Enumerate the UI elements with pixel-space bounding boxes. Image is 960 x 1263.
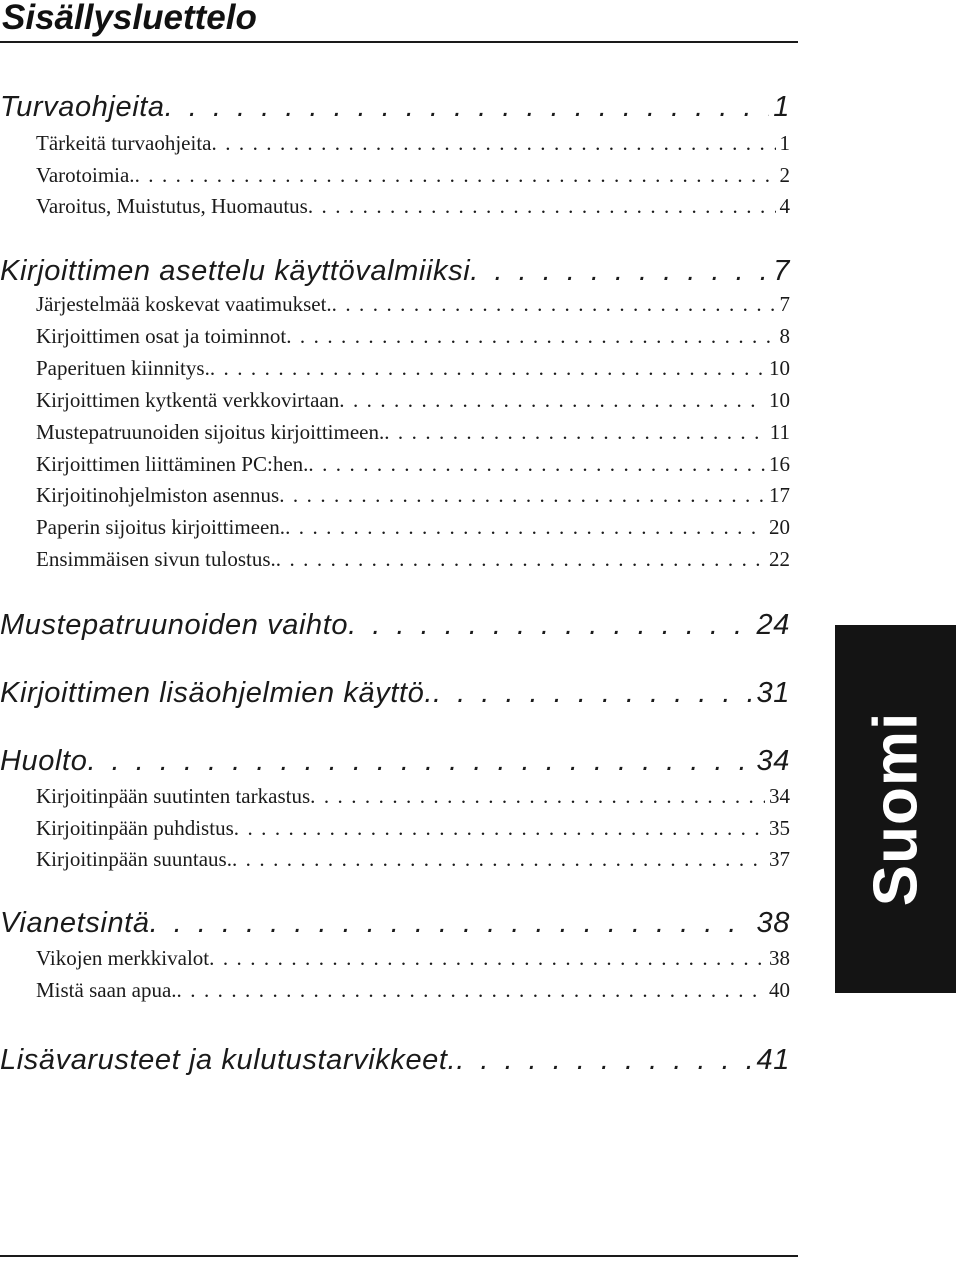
dot-leader bbox=[332, 291, 776, 317]
toc-page-number: 38 bbox=[769, 946, 790, 970]
toc-item[interactable] bbox=[36, 130, 790, 156]
toc-item[interactable] bbox=[36, 291, 790, 317]
toc-item-title: Mustepatruunoiden sijoitus kirjoittimeen. bbox=[36, 420, 385, 444]
toc-page-number: 40 bbox=[769, 978, 790, 1002]
dot-leader bbox=[433, 676, 753, 710]
toc-page-number: 35 bbox=[769, 816, 790, 840]
toc-section-vianetsinta[interactable] bbox=[0, 906, 790, 940]
dot-leader bbox=[212, 130, 776, 156]
toc-page-number: 2 bbox=[779, 163, 790, 187]
dot-leader bbox=[165, 90, 770, 124]
toc-item[interactable] bbox=[36, 977, 790, 1003]
toc-item[interactable] bbox=[36, 355, 790, 381]
dot-leader bbox=[285, 514, 765, 540]
toc-item-title: Paperin sijoitus kirjoittimeen. bbox=[36, 515, 286, 539]
language-tab bbox=[835, 625, 956, 993]
toc-item-title: Kirjoitinpään suutinten tarkastus bbox=[36, 784, 311, 808]
dot-leader bbox=[308, 451, 765, 477]
toc-item[interactable] bbox=[36, 815, 790, 841]
dot-leader bbox=[234, 815, 765, 841]
bottom-divider bbox=[0, 1255, 798, 1257]
toc-item-title: Paperituen kiinnitys. bbox=[36, 356, 210, 380]
toc-item[interactable] bbox=[36, 387, 790, 413]
toc-page-number: 17 bbox=[769, 483, 790, 507]
toc-page-number: 11 bbox=[769, 420, 790, 444]
toc-section-title: Kirjoittimen lisäohjelmien käyttö. bbox=[0, 677, 434, 709]
toc-item[interactable] bbox=[36, 546, 790, 572]
dot-leader bbox=[348, 608, 752, 642]
toc-item-title: Kirjoitinohjelmiston asennus bbox=[36, 483, 280, 507]
toc-section-huolto[interactable] bbox=[0, 744, 790, 778]
toc-item[interactable] bbox=[36, 514, 790, 540]
toc-page-number: 7 bbox=[773, 255, 790, 287]
dot-leader bbox=[384, 419, 766, 445]
toc-item-title: Kirjoitinpään suuntaus. bbox=[36, 847, 232, 871]
toc-page-number: 31 bbox=[756, 677, 790, 709]
toc-page-number: 10 bbox=[769, 388, 790, 412]
dot-leader bbox=[308, 193, 776, 219]
toc-item[interactable] bbox=[36, 323, 790, 349]
toc-item-title: Varotoimia. bbox=[36, 163, 135, 187]
dot-leader bbox=[470, 254, 769, 288]
toc-page-number: 34 bbox=[756, 745, 790, 777]
toc-page-number: 8 bbox=[779, 324, 790, 348]
toc-page-number: 10 bbox=[769, 356, 790, 380]
toc-page-number: 41 bbox=[756, 1044, 790, 1076]
toc-section-title: Huolto bbox=[0, 745, 88, 777]
dot-leader bbox=[456, 1043, 752, 1077]
dot-leader bbox=[135, 162, 776, 188]
dot-leader bbox=[210, 355, 765, 381]
toc-section-lisaohjelmien-kaytto[interactable] bbox=[0, 676, 790, 710]
toc-item[interactable] bbox=[36, 783, 790, 809]
toc-page-number: 7 bbox=[779, 292, 790, 316]
toc-item-title: Tärkeitä turvaohjeita bbox=[36, 131, 212, 155]
dot-leader bbox=[310, 783, 765, 809]
dot-leader bbox=[339, 387, 765, 413]
toc-item[interactable] bbox=[36, 945, 790, 971]
dot-leader bbox=[87, 744, 752, 778]
toc-page-number: 16 bbox=[769, 452, 790, 476]
dot-leader bbox=[279, 482, 765, 508]
toc-page-number: 34 bbox=[769, 784, 790, 808]
dot-leader bbox=[276, 546, 765, 572]
toc-item[interactable] bbox=[36, 482, 790, 508]
toc-page-number: 22 bbox=[769, 547, 790, 571]
dot-leader bbox=[232, 846, 765, 872]
toc-section-mustepatruunoiden-vaihto[interactable] bbox=[0, 608, 790, 642]
toc-section-turvaohjeita[interactable] bbox=[0, 90, 790, 124]
toc-page-number: 1 bbox=[773, 91, 790, 123]
dot-leader bbox=[150, 906, 753, 940]
toc-item-title: Ensimmäisen sivun tulostus. bbox=[36, 547, 276, 571]
toc-item-title: Vikojen merkkivalot bbox=[36, 946, 210, 970]
toc-item[interactable] bbox=[36, 846, 790, 872]
language-tab-label: Suomi bbox=[861, 711, 930, 907]
toc-page-number: 37 bbox=[769, 847, 790, 871]
toc-item-title: Kirjoitinpään puhdistus bbox=[36, 816, 234, 840]
dot-leader bbox=[177, 977, 765, 1003]
toc-item-title: Järjestelmää koskevat vaatimukset. bbox=[36, 292, 332, 316]
toc-item[interactable] bbox=[36, 162, 790, 188]
toc-page-number: 38 bbox=[756, 907, 790, 939]
toc-item[interactable] bbox=[36, 419, 790, 445]
toc-page-number: 4 bbox=[779, 194, 790, 218]
toc-item[interactable] bbox=[36, 451, 790, 477]
toc-section-kirjoittimen-asettelu[interactable] bbox=[0, 254, 790, 288]
toc-item-title: Kirjoittimen osat ja toiminnot bbox=[36, 324, 287, 348]
toc-section-title: Turvaohjeita bbox=[0, 91, 165, 123]
toc-item-title: Kirjoittimen liittäminen PC:hen. bbox=[36, 452, 309, 476]
toc-item-title: Mistä saan apua. bbox=[36, 978, 177, 1002]
toc-page-number: 1 bbox=[779, 131, 790, 155]
dot-leader bbox=[209, 945, 765, 971]
toc-item-title: Kirjoittimen kytkentä verkkovirtaan bbox=[36, 388, 340, 412]
toc-page-number: 20 bbox=[769, 515, 790, 539]
dot-leader bbox=[286, 323, 775, 349]
toc-page-number: 24 bbox=[756, 609, 790, 641]
toc-item-title: Varoitus, Muistutus, Huomautus bbox=[36, 194, 308, 218]
toc-section-lisavarusteet[interactable] bbox=[0, 1043, 790, 1077]
toc-section-title: Kirjoittimen asettelu käyttövalmiiksi bbox=[0, 255, 471, 287]
toc-section-title: Vianetsintä bbox=[0, 907, 150, 939]
toc-item[interactable] bbox=[36, 193, 790, 219]
toc-section-title: Lisävarusteet ja kulutustarvikkeet. bbox=[0, 1044, 457, 1076]
page-title: Sisällysluettelo bbox=[2, 0, 257, 37]
toc-section-title: Mustepatruunoiden vaihto bbox=[0, 609, 349, 641]
